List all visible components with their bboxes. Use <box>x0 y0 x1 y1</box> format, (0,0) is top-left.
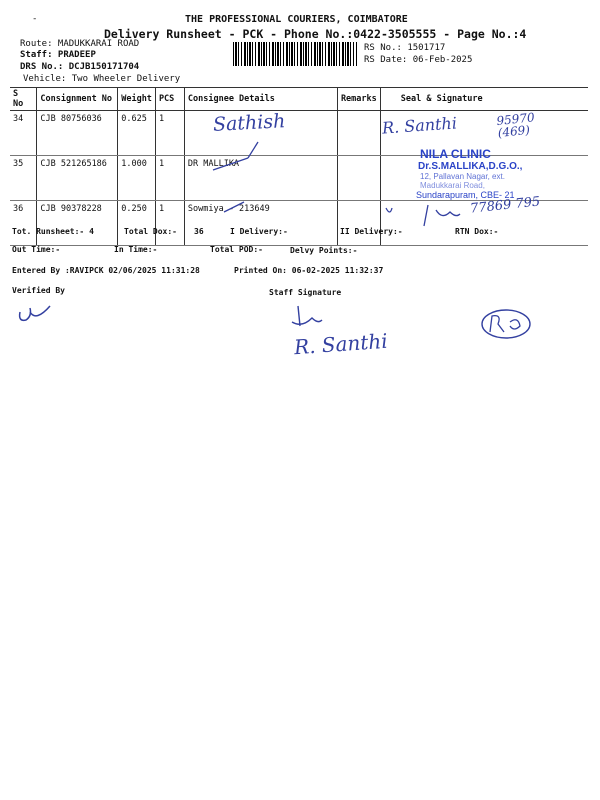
rs-number: RS No.: 1501717 <box>364 43 446 53</box>
return-dox-label: RTN Dox:- <box>455 227 499 236</box>
column-header: Weight <box>118 88 156 111</box>
handwritten-seal-signature: R. Santhi <box>381 113 458 138</box>
total-pod-label: Total POD:- <box>210 245 263 254</box>
total-runsheet: Tot. Runsheet:- 4 <box>12 227 94 236</box>
cell-pcs: 1 <box>155 111 184 156</box>
stamp-address-line: Sundarapuram, CBE- 21 <box>416 190 515 200</box>
cell-consignment: CJB 90378228 <box>37 201 118 246</box>
header-dash: - <box>32 14 38 24</box>
receiver-initial-signature-icon <box>478 306 534 342</box>
out-time-label: Out Time:- <box>12 245 61 254</box>
cell-sno: 34 <box>10 111 37 156</box>
handwritten-phone-number: 95970 (469) <box>495 110 536 141</box>
cell-sno: 35 <box>10 156 37 201</box>
signature-squiggle-icon <box>380 200 475 230</box>
rs-date: RS Date: 06-Feb-2025 <box>364 55 473 65</box>
company-name: THE PROFESSIONAL COURIERS, COIMBATORE <box>185 14 408 25</box>
page-title: Delivery Runsheet - PCK - Phone No.:0422-3505555 - Page No.:4 <box>104 27 527 41</box>
table-header-row <box>10 88 588 111</box>
signature-squiggle-icon <box>208 140 268 180</box>
cell-remarks <box>337 111 380 156</box>
delivery-points-label: Delvy Points:- <box>290 246 358 255</box>
staff-initial-signature-icon <box>288 302 328 332</box>
cell-weight: 1.000 <box>118 156 156 201</box>
cell-sno: 36 <box>10 201 37 246</box>
column-header: S No <box>10 88 37 111</box>
total-dox-value: 36 <box>194 227 204 236</box>
stamp-address-line: Madukkarai Road, <box>420 181 485 190</box>
staff-signature-label: Staff Signature <box>269 288 342 297</box>
barcode-image <box>233 42 357 66</box>
cell-consignee: DR MALLIKA <box>184 156 337 201</box>
cell-remarks <box>337 201 380 246</box>
printed-on: Printed On: 06-02-2025 11:32:37 <box>234 266 384 275</box>
second-delivery-label: II Delivery:- <box>340 227 403 236</box>
verifier-signature-icon <box>16 298 56 326</box>
handwritten-phone-number: 77869 795 <box>469 194 541 217</box>
verified-by-label: Verified By <box>12 286 65 295</box>
cell-remarks <box>337 156 380 201</box>
column-header: PCS <box>155 88 184 111</box>
in-time-label: In Time:- <box>114 245 158 254</box>
column-header: Consignee Details <box>184 88 337 111</box>
cell-pcs: 1 <box>155 201 184 246</box>
cell-weight: 0.250 <box>118 201 156 246</box>
staff-handwritten-name: R. Santhi <box>293 328 389 360</box>
total-dox-label: Total Dox:- <box>124 227 177 236</box>
column-header: Consignment No <box>37 88 118 111</box>
handwritten-consignee-name: Sathish <box>212 110 286 136</box>
signature-squiggle-icon <box>220 192 260 222</box>
drs-field: DRS No.: DCJB150171704 <box>20 62 140 72</box>
first-delivery-label: I Delivery:- <box>230 227 288 236</box>
stamp-doctor-name: Dr.S.MALLIKA,D.G.O., <box>418 161 523 172</box>
clinic-stamp <box>416 147 523 200</box>
stamp-address-line: 12, Pallavan Nagar, ext. <box>420 172 505 181</box>
cell-weight: 0.625 <box>118 111 156 156</box>
cell-consignment: CJB 521265186 <box>37 156 118 201</box>
route-field: Route: MADUKKARAI ROAD <box>20 39 140 49</box>
cell-pcs: 1 <box>155 156 184 201</box>
staff-field: Staff: PRADEEP <box>20 50 96 60</box>
stamp-clinic-name: NILA CLINIC <box>420 147 491 161</box>
cell-consignment: CJB 80756036 <box>37 111 118 156</box>
entered-by: Entered By :RAVIPCK 02/06/2025 11:31:28 <box>12 266 200 275</box>
column-header: Remarks <box>337 88 380 111</box>
cell-consignee: Sowmiya - 213649 <box>184 201 337 246</box>
column-header: Seal & Signature <box>380 88 588 111</box>
vehicle-field: Vehicle: Two Wheeler Delivery <box>23 74 181 84</box>
